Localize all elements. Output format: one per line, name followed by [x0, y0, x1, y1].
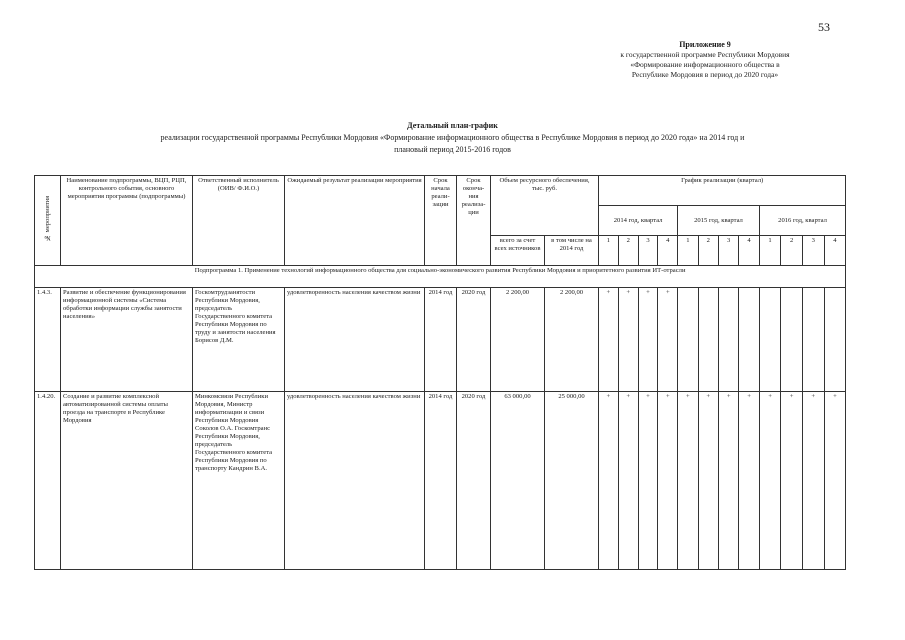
- title-subheading: реализации государственной программы Республики Мордовия «Формирование информационного общества в Республике Мордовия в период до 2020 года» на 2014 год и: [160, 133, 745, 142]
- quarter-mark: [781, 288, 803, 392]
- appendix-line: «Формирование информационного общества в: [630, 60, 780, 69]
- quarter-mark: +: [658, 392, 678, 570]
- header-name: Наименование подпрограммы, ВЦП, РЦП, контрольного события, основного мероприятия программы (подпрограммы): [61, 176, 193, 266]
- quarter-mark: +: [599, 392, 619, 570]
- header-volume-2014: в том числе на 2014 год: [545, 236, 599, 266]
- quarter-mark: [678, 288, 698, 392]
- row-2014: 2 200,00: [545, 288, 599, 392]
- quarter-mark: [718, 288, 738, 392]
- header-quarter: 4: [824, 236, 846, 266]
- title-subheading: плановый период 2015-2016 годов: [394, 145, 511, 154]
- header-quarter: 3: [718, 236, 738, 266]
- row-end: 2020 год: [457, 288, 491, 392]
- row-num: 1.4.20.: [35, 392, 61, 570]
- quarter-mark: +: [618, 392, 638, 570]
- quarter-mark: [824, 288, 846, 392]
- row-result: удовлетворенность населения качеством жизни: [285, 288, 425, 392]
- document-title: [0, 120, 905, 156]
- quarter-mark: +: [824, 392, 846, 570]
- quarter-mark: [739, 288, 759, 392]
- quarter-mark: +: [698, 392, 718, 570]
- quarter-mark: +: [618, 288, 638, 392]
- header-year-2014: 2014 год, квартал: [599, 206, 678, 236]
- quarter-mark: +: [638, 392, 658, 570]
- header-start: Срок начала реали-зации: [425, 176, 457, 266]
- quarter-mark: +: [599, 288, 619, 392]
- row-start: 2014 год: [425, 288, 457, 392]
- quarter-mark: [759, 288, 781, 392]
- header-schedule: График реализации (квартал): [599, 176, 846, 206]
- header-quarter: 2: [698, 236, 718, 266]
- header-volume: Объем ресурсного обеспечения, тыс. руб.: [491, 176, 599, 236]
- row-total: 2 200,00: [491, 288, 545, 392]
- header-quarter: 4: [658, 236, 678, 266]
- row-name: Развитие и обеспечение функционирования информационной системы «Система обработки информации службы занятости населения»: [61, 288, 193, 392]
- row-total: 63 000,00: [491, 392, 545, 570]
- appendix-title: Приложение 9: [679, 40, 731, 49]
- appendix-line: Республике Мордовия в период до 2020 года»: [631, 70, 779, 79]
- plan-table: [34, 175, 846, 570]
- header-quarter: 2: [618, 236, 638, 266]
- header-num-cell: [35, 176, 61, 266]
- header-volume-total: всего за счет всех источников: [491, 236, 545, 266]
- quarter-mark: +: [718, 392, 738, 570]
- title-heading: Детальный план-график: [407, 121, 498, 130]
- row-result: удовлетворенность населения качеством жизни: [285, 392, 425, 570]
- quarter-mark: [802, 288, 824, 392]
- quarter-mark: +: [678, 392, 698, 570]
- row-num: 1.4.3.: [35, 288, 61, 392]
- appendix-line: к государственной программе Республики Мордовия: [620, 50, 790, 59]
- appendix-block: [560, 40, 850, 80]
- subprogram-row: Подпрограмма 1. Применение технологий информационного общества для социально-экономического развития Республики Мордовия и приоритетного развития ИТ-отрасли: [35, 266, 846, 288]
- row-name: Создание и развитие комплексной автоматизированной системы оплаты проезда на транспорте в Республике Мордовия: [61, 392, 193, 570]
- quarter-mark: +: [802, 392, 824, 570]
- header-responsible: Ответственный исполнитель (ОИВ/ Ф.И.О.): [193, 176, 285, 266]
- header-quarter: 3: [638, 236, 658, 266]
- quarter-mark: [698, 288, 718, 392]
- row-end: 2020 год: [457, 392, 491, 570]
- quarter-mark: +: [759, 392, 781, 570]
- header-year-2016: 2016 год, квартал: [759, 206, 846, 236]
- header-quarter: 1: [599, 236, 619, 266]
- page-number: 53: [818, 20, 830, 34]
- header-quarter: 2: [781, 236, 803, 266]
- header-quarter: 1: [678, 236, 698, 266]
- row-responsible: Госкомтрудзанятости Республики Мордовия, председатель Государственного комитета Республики Мордовия по труду и занятости населения Борисов Д.М.: [193, 288, 285, 392]
- quarter-mark: +: [658, 288, 678, 392]
- header-quarter: 4: [739, 236, 759, 266]
- row-start: 2014 год: [425, 392, 457, 570]
- header-quarter: 3: [802, 236, 824, 266]
- quarter-mark: +: [781, 392, 803, 570]
- row-responsible: Минкомсвязи Республики Мордовия, Министр информатизации и связи Республики Мордовия Соколов О.А. Госкомтранс Республики Мордовия, председатель Государственного комитета Республики Мордовия по транспорту Кандрин В.А.: [193, 392, 285, 570]
- quarter-mark: +: [638, 288, 658, 392]
- header-num: № мероприятия: [43, 195, 51, 241]
- header-quarter: 1: [759, 236, 781, 266]
- header-end: Срок оконча-ния реализа-ции: [457, 176, 491, 266]
- quarter-mark: +: [739, 392, 759, 570]
- header-result: Ожидаемый результат реализации мероприятия: [285, 176, 425, 266]
- row-2014: 25 000,00: [545, 392, 599, 570]
- header-year-2015: 2015 год, квартал: [678, 206, 760, 236]
